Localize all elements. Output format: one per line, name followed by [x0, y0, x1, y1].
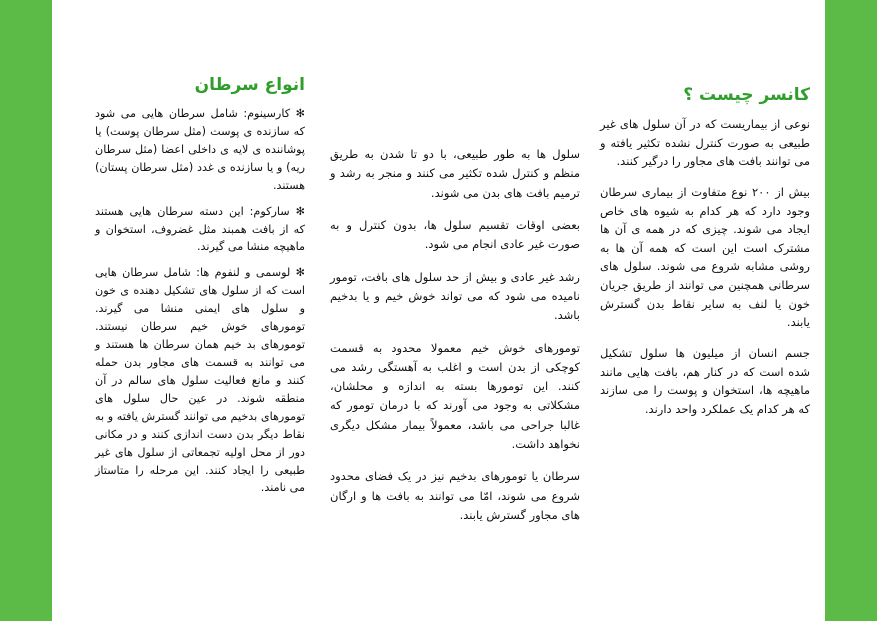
paragraph: ✻ لوسمی و لنفوم ها: شامل سرطان هایی است که از سلول های تشکیل دهنده ی خون و سلول های ایمنی منشا می گیرند. تومورهای خوش خیم سرطان نیستند. تومورهای بد خیم همان سرطان ها هستند و می توانند به قسمت های مجاور بدن حمله کنند و مانع فعالیت سلول های سالم در آن منطقه شوند. در عین حال سلول های تومورهای بدخیم می توانند گسترش یافته و به نقاط دیگر بدن دست اندازی کنند و در مکانی دور از محل اولیه تجمعاتی از سلول های غیر طبیعی را ایجاد کنند. این مرحله را متاستاز می نامند.: [95, 266, 305, 495]
right-decorative-bar: [825, 0, 877, 621]
paragraph: جسم انسان از میلیون ها سلول تشکیل شده است که در کنار هم، بافت هایی مانند ماهیچه ها، استخوان و پوست را می سازند که هر کدام یک عملکرد واحد دارند.: [600, 345, 810, 416]
column-middle: [330, 145, 580, 538]
column-right: [600, 85, 810, 418]
document-content: [52, 0, 825, 621]
heading-cancer-types: انواع سرطان: [194, 75, 305, 95]
left-decorative-bar: [0, 0, 52, 621]
paragraph: نوعی از بیماریست که در آن سلول های غیر طبیعی به صورت کنترل نشده تکثیر یافته و می توانند بافت های مجاور را درگیر کنند.: [600, 117, 810, 169]
paragraph: بیش از ۲۰۰ نوع متفاوت از بیماری سرطان وجود دارد که هر کدام به شیوه های خاص ایجاد می شوند. چیزی که در همه ی آن ها مشترک است این است که همه آن ها به روشی مشابه شروع می شوند. سلول های سرطانی همچنین می توانند از طریق جریان خون یا لنف به سایر نقاط بدن گسترش یابند.: [600, 184, 810, 330]
paragraph: بعضی اوقات تقسیم سلول ها، بدون کنترل و به صورت غیر عادی انجام می شود.: [330, 217, 580, 252]
paragraph: رشد غیر عادی و بیش از حد سلول های بافت، تومور نامیده می شود که می تواند خوش خیم و یا بدخیم باشد.: [330, 269, 580, 323]
paragraph: سلول ها به طور طبیعی، با دو تا شدن به طریق منظم و کنترل شده تکثیر می کنند و منجر به رشد و ترمیم بافت های بدن می شوند.: [330, 147, 580, 200]
column-left: [95, 75, 305, 505]
paragraph: سرطان یا تومورهای بدخیم نیز در یک فضای محدود شروع می شوند، امّا می توانند به بافت ها و ارگان های مجاور گسترش یابند.: [330, 469, 580, 522]
paragraph: ✻ سارکوم: این دسته سرطان هایی هستند که از بافت همبند مثل غضروف، استخوان و ماهیچه منشا می گیرند.: [95, 204, 305, 254]
paragraph: تومورهای خوش خیم معمولا محدود به قسمت کوچکی از بدن است و اغلب به آهستگی رشد می کنند. این تومورها بسته به اندازه و محلشان، مشکلاتی به وجود می آورند که با درمان تومور که غالبا جراحی می باشد، معمولاً بیمار مشکل دیگری نخواهد داشت.: [330, 340, 580, 452]
heading-what-is-cancer: کانسر چیست ؟: [683, 85, 810, 105]
paragraph: ✻ کارسینوم: شامل سرطان هایی می شود که سازنده ی پوست (مثل سرطان پوست) یا پوشاننده ی لایه ی داخلی اعضا (مثل سرطان ریه) و یا سازنده ی غدد (مثل سرطان پستان) هستند.: [95, 107, 305, 192]
